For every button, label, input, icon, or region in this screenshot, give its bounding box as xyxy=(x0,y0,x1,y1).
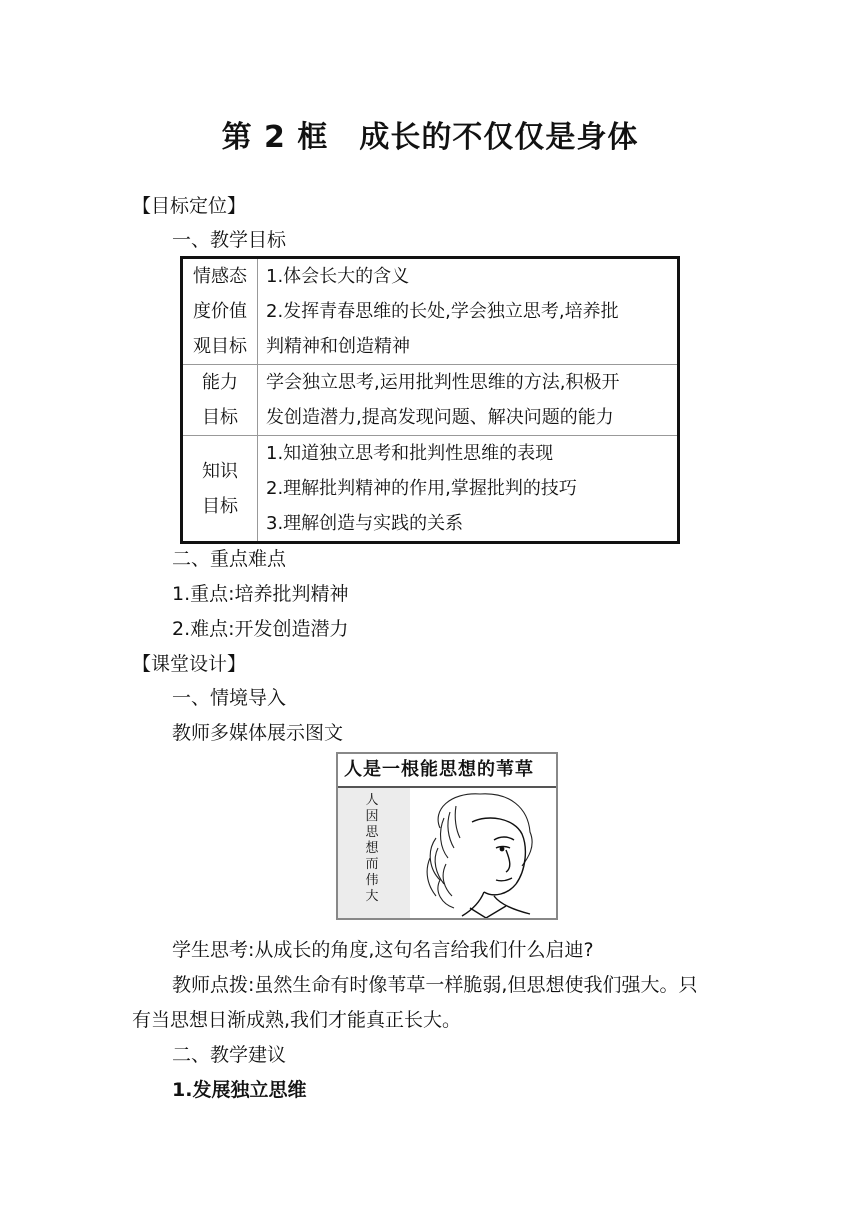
table-row xyxy=(182,258,679,365)
subheading-teaching-goals: 一、教学目标 xyxy=(172,229,287,251)
row-label: 情感态 度价值 观目标 xyxy=(182,258,258,365)
suggestion-item-1: 1.发展独立思维 xyxy=(172,1079,307,1101)
goals-table xyxy=(180,256,680,544)
key-point-text: 1.重点:培养批判精神 xyxy=(172,583,349,605)
difficult-point-text: 2.难点:开发创造潜力 xyxy=(172,618,349,640)
subheading-key-points: 二、重点难点 xyxy=(172,548,287,570)
row-content: 1.知道独立思考和批判性思维的表现 2.理解批判精神的作用,掌握批判的技巧 3.理解创造与实践的关系 xyxy=(258,436,679,543)
student-think-text: 学生思考:从成长的角度,这句名言给我们什么启迪? xyxy=(172,939,594,961)
subheading-scene-intro: 一、情境导入 xyxy=(172,687,287,709)
table-row xyxy=(182,365,679,436)
figure-side-column xyxy=(338,788,410,920)
section-heading-goals: 【目标定位】 xyxy=(132,195,247,217)
figure-side-text: 人因思想而伟大 xyxy=(365,793,379,904)
intro-text: 教师多媒体展示图文 xyxy=(172,722,344,744)
row-label: 能力 目标 xyxy=(182,365,258,436)
table-row xyxy=(182,436,679,543)
quote-figure xyxy=(336,752,558,920)
subheading-teaching-suggestions: 二、教学建议 xyxy=(172,1044,287,1066)
page-title: 第 2 框 成长的不仅仅是身体 xyxy=(221,120,639,155)
row-content: 学会独立思考,运用批判性思维的方法,积极开 发创造潜力,提高发现问题、解决问题的能力 xyxy=(258,365,679,436)
row-label: 知识 目标 xyxy=(182,436,258,543)
row-content: 1.体会长大的含义 2.发挥青春思维的长处,学会独立思考,培养批 判精神和创造精神 xyxy=(258,258,679,365)
figure-caption: 人是一根能思想的苇草 xyxy=(338,754,556,788)
teacher-guide-line-2: 有当思想日渐成熟,我们才能真正长大。 xyxy=(132,1009,462,1031)
teacher-guide-line-1: 教师点拨:虽然生命有时像苇草一样脆弱,但思想使我们强大。只 xyxy=(172,974,698,996)
section-heading-class-design: 【课堂设计】 xyxy=(132,653,247,675)
portrait-illustration-icon xyxy=(410,788,556,920)
